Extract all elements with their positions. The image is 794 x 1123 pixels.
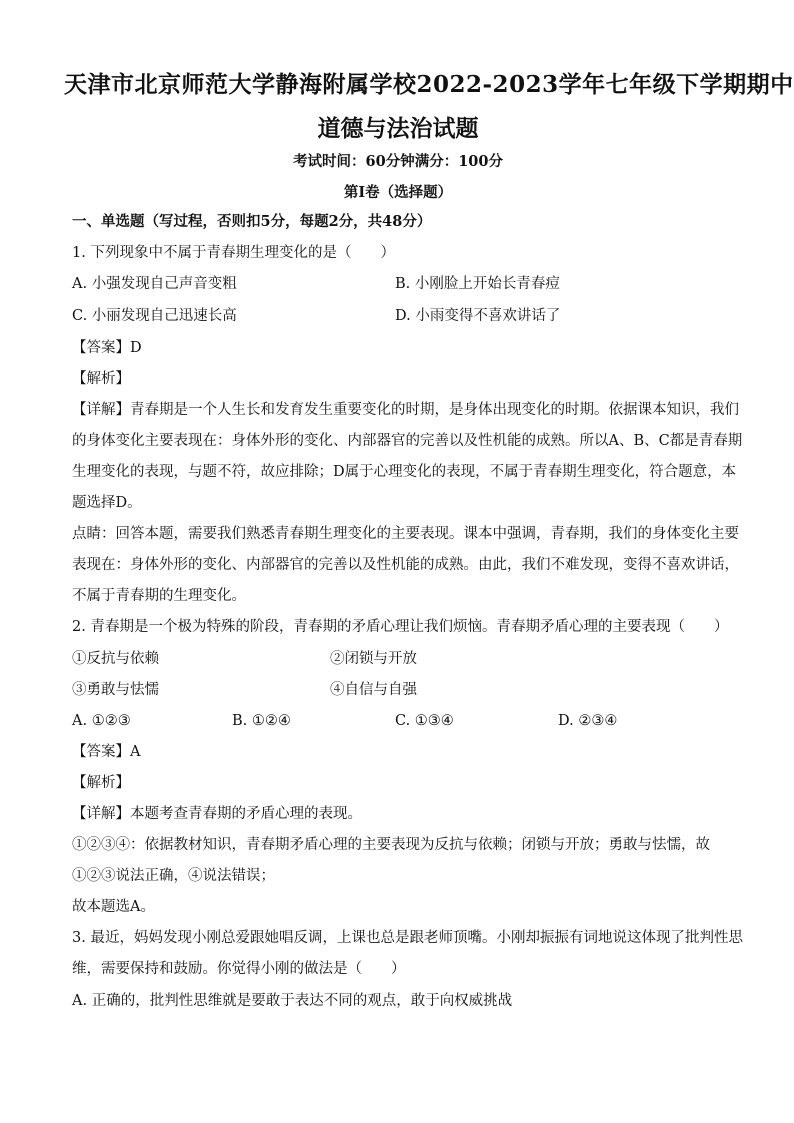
q1-options-row1 [72,274,724,294]
exam-title-line1: 天津市北京师范大学静海附属学校2022-2023学年七年级下学期期中 [64,71,794,98]
q2-items-row2 [72,680,724,700]
q2-item-1: ①反抗与依赖 [72,651,159,667]
q1-option-c: C. 小丽发现自己迅速长高 [72,308,237,324]
q2-option-b: B. ①②④ [232,713,291,729]
exam-title-line2: 道德与法治试题 [317,115,479,142]
q1-analysis-tag: 【解析】 [72,371,130,387]
q1-point-line: 不属于青春期的生理变化。 [72,588,246,604]
q2-answer: 【答案】A [72,744,141,760]
volume-heading: 第I卷（选择题） [343,184,453,201]
q2-detail-line: ①②③说法正确，④说法错误； [72,868,275,884]
q2-option-c: C. ①③④ [395,713,454,729]
q3-stem-line: 3. 最近，妈妈发现小刚总爱跟她唱反调，上课也总是跟老师顶嘴。小刚却振振有词地说这体现了批判性思 [72,930,743,946]
q2-items-row1 [72,649,724,669]
q1-point-line: 点睛：回答本题，需要我们熟悉青春期生理变化的主要表现。课本中强调，青春期，我们的身体变化主要 [72,526,739,542]
q1-detail-line: 题选择D。 [72,495,142,511]
q1-option-a: A. 小强发现自己声音变粗 [72,276,237,292]
q2-analysis-tag: 【解析】 [72,775,130,791]
q1-option-b: B. 小刚脸上开始长青春痘 [395,276,560,292]
q3-option-a: A. 正确的，批判性思维就是要敢于表达不同的观点，敢于向权威挑战 [72,993,513,1009]
q1-detail-line: 【详解】青春期是一个人生长和发育发生重要变化的时期，是身体出现变化的时期。依据课本知识，我们 [72,402,739,418]
q1-option-d: D. 小雨变得不喜欢讲话了 [395,308,561,324]
q3-stem-line: 维，需要保持和鼓励。你觉得小刚的做法是（ ） [72,961,406,977]
exam-info: 考试时间：60分钟满分：100分 [293,153,503,170]
q1-stem: 1. 下列现象中不属于青春期生理变化的是（ ） [72,245,395,261]
section-heading: 一、单选题（写过程，否则扣5分，每题2分，共48分） [72,213,432,230]
q2-item-3: ③勇敢与怯懦 [72,682,159,698]
q1-detail-line: 的身体变化主要表现在：身体外形的变化、内部器官的完善以及性机能的成熟。所以A、B、C都是青春期 [72,433,743,449]
q2-detail-line: ①②③④：依据教材知识，青春期矛盾心理的主要表现为反抗与依赖；闭锁与开放；勇敢与怯懦，故 [72,837,710,853]
q2-detail-line: 【详解】本题考查青春期的矛盾心理的表现。 [72,806,362,822]
q1-point-line: 表现在：身体外形的变化、内部器官的完善以及性机能的成熟。由此，我们不难发现，变得不喜欢讲话， [72,557,739,573]
q2-detail-line: 故本题选A。 [72,899,155,915]
q1-detail-line: 生理变化的表现，与题不符，故应排除；D属于心理变化的表现，不属于青春期生理变化，符合题意，本 [72,464,737,480]
q1-options-row2 [72,306,724,326]
q2-option-a: A. ①②③ [72,713,131,729]
q2-item-4: ④自信与自强 [330,682,417,698]
q2-stem: 2. 青春期是一个极为特殊的阶段，青春期的矛盾心理让我们烦恼。青春期矛盾心理的主要表现（ ） [72,619,729,635]
q2-options-row [72,711,724,731]
q2-item-2: ②闭锁与开放 [330,651,417,667]
q1-answer: 【答案】D [72,340,142,356]
q2-option-d: D. ②③④ [558,713,618,729]
